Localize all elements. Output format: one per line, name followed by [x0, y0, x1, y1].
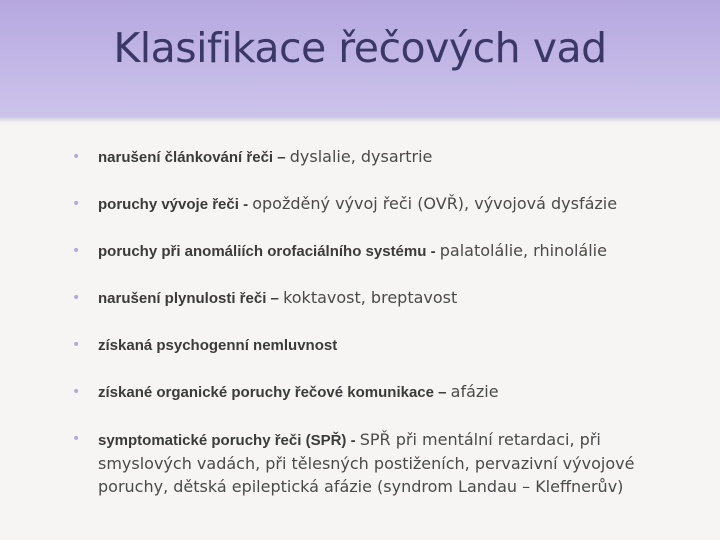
- bullet-icon: •: [72, 431, 81, 447]
- list-item: [72, 193, 698, 216]
- bullet-icon: •: [72, 384, 81, 400]
- item-lead: narušení plynulosti řeči –: [98, 290, 284, 307]
- item-lead: symptomatické poruchy řeči (SPŘ) -: [98, 432, 360, 449]
- bullet-icon: •: [72, 337, 81, 353]
- item-lead: získané organické poruchy řečové komunikace –: [98, 384, 451, 401]
- list-item: [72, 334, 698, 357]
- item-lead: poruchy při anomáliích orofaciálního systému -: [98, 243, 440, 260]
- item-tail: opožděný vývoj řeči (OVŘ), vývojová dysfázie: [252, 194, 618, 213]
- bullet-icon: •: [72, 243, 81, 259]
- item-tail: afázie: [450, 382, 499, 401]
- item-tail: dyslalie, dysartrie: [289, 147, 433, 166]
- bullet-icon: •: [72, 149, 81, 165]
- slide-title: Klasifikace řečových vad: [113, 24, 607, 72]
- list-item: [72, 287, 698, 310]
- list-item: [72, 240, 698, 263]
- list-item: [72, 146, 698, 169]
- list-item: [72, 428, 698, 498]
- bullet-icon: •: [72, 290, 81, 306]
- list-item: [72, 381, 698, 404]
- bullet-icon: •: [72, 196, 81, 212]
- item-lead: získaná psychogenní nemluvnost: [98, 337, 338, 354]
- item-tail: koktavost, breptavost: [283, 288, 458, 307]
- item-lead: poruchy vývoje řeči -: [98, 196, 253, 213]
- item-tail: palatolálie, rhinolálie: [439, 241, 607, 260]
- item-tail: SPŘ při mentální retardaci, při smyslových vadách, při tělesných postiženích, pervazivní vývojové poruchy, dětská epileptická afázie (syndrom Landau – Kleffnerův): [98, 430, 635, 496]
- item-lead: narušení článkování řeči –: [98, 149, 290, 166]
